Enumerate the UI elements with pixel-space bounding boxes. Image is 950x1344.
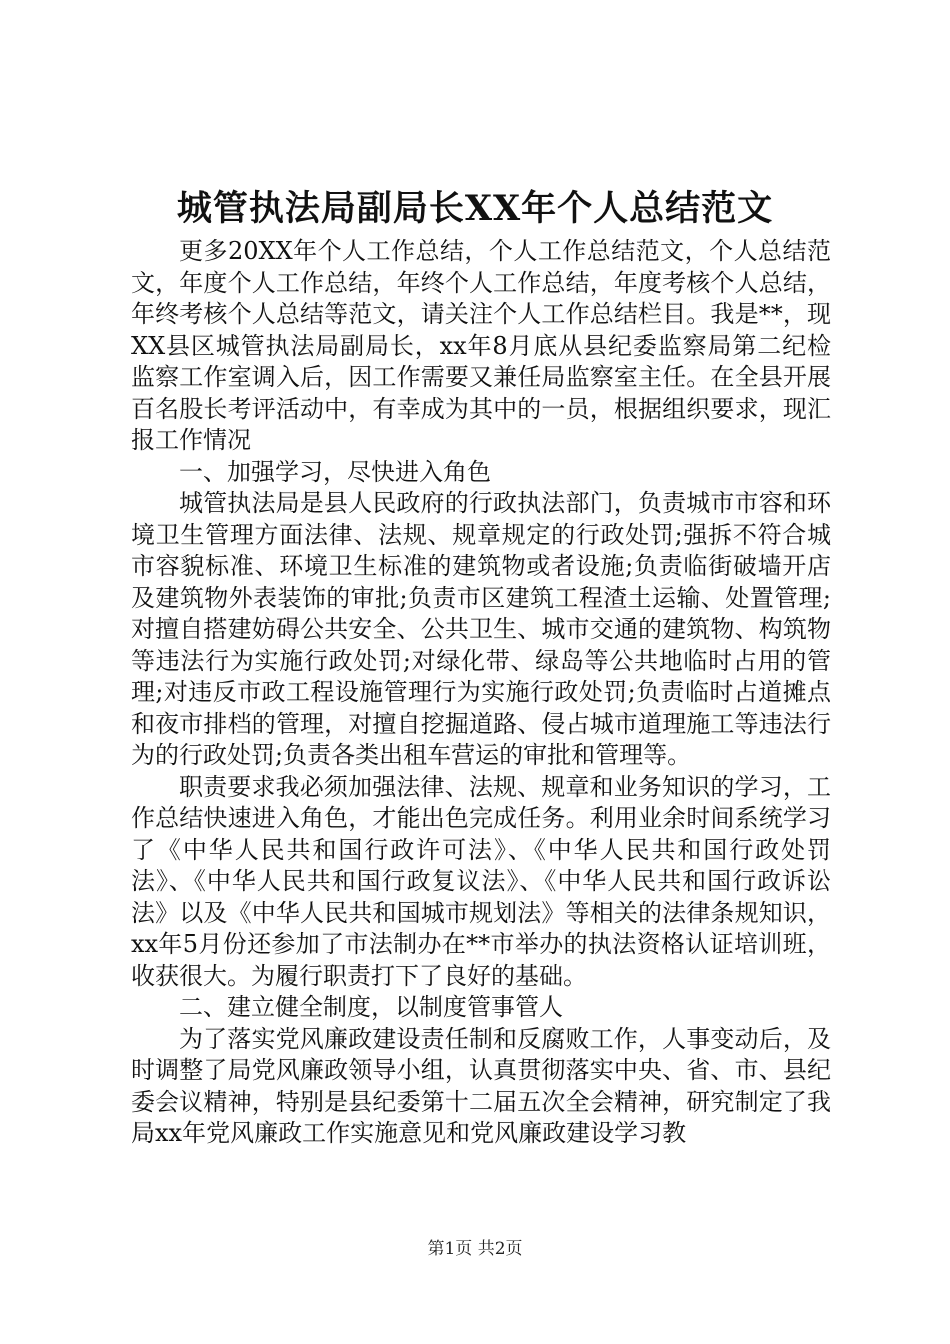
document-title: 城管执法局副局长XX年个人总结范文 — [176, 188, 774, 229]
paragraph-intro: 更多20XX年个人工作总结，个人工作总结范文，个人总结范文，年度个人工作总结，年终个人工作总结，年度考核个人总结，年终考核个人总结等范文，请关注个人工作总结栏目。我是**，现XX县区城管执法局副局长，xx年8月底从县纪委监察局第二纪检监察工作室调入后，因工作需要又兼任局监察室主任。在全县开展百名股长考评活动中，有幸成为其中的一员，根据组织要求，现汇报工作情况 — [131, 237, 831, 454]
document-body — [131, 236, 831, 1150]
paragraph-duties: 城管执法局是县人民政府的行政执法部门，负责城市市容和环境卫生管理方面法律、法规、规章规定的行政处罚;强拆不符合城市容貌标准、环境卫生标准的建筑物或者设施;负责临街破墙开店及建筑物外表装饰的审批;负责市区建筑工程渣土运输、处置管理;对擅自搭建妨碍公共安全、公共卫生、城市交通的建筑物、构筑物等违法行为实施行政处罚;对绿化带、绿岛等公共地临时占用的管理;对违反市政工程设施管理行为实施行政处罚;负责临时占道摊点和夜市排档的管理，对擅自挖掘道路、侵占城市道理施工等违法行为的行政处罚;负责各类出租车营运的审批和管理等。 — [131, 489, 831, 769]
paragraph-study: 职责要求我必须加强法律、法规、规章和业务知识的学习，工作总结快速进入角色，才能出色完成任务。利用业余时间系统学习了《中华人民共和国行政许可法》、《中华人民共和国行政处罚法》、《中华人民共和国行政复议法》、《中华人民共和国行政诉讼法》以及《中华人民共和国城市规划法》等相关的法律条规知识，xx年5月份还参加了市法制办在**市举办的执法资格认证培训班，收获很大。为履行职责打下了良好的基础。 — [131, 772, 831, 990]
page-footer: 第1页 共2页 — [427, 1239, 523, 1259]
section-heading-1: 一、加强学习，尽快进入角色 — [179, 457, 491, 486]
section-heading-2: 二、建立健全制度，以制度管事管人 — [179, 993, 563, 1021]
paragraph-system: 为了落实党风廉政建设责任制和反腐败工作，人事变动后，及时调整了局党风廉政领导小组，认真贯彻落实中央、省、市、县纪委会议精神，特别是县纪委第十二届五次全会精神，研究制定了我局xx年党风廉政工作实施意见和党风廉政建设学习教 — [131, 1024, 831, 1147]
